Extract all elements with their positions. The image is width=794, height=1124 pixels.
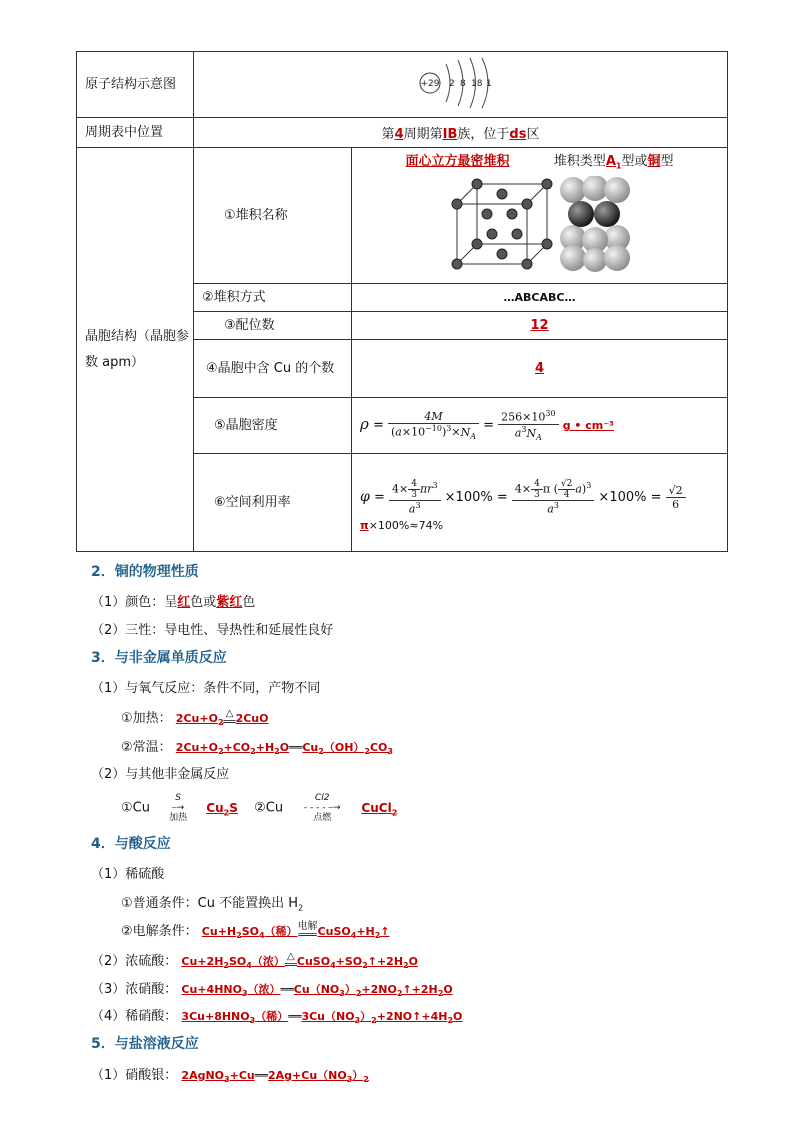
- text: 族，位于: [457, 127, 510, 142]
- stack-name: 面心立方最密堆积: [405, 154, 510, 169]
- condition-cl2: Cl2: [315, 793, 330, 803]
- condition-heat: △: [225, 708, 234, 720]
- electrolysis-line: ②电解条件： $Cu+H_2SO_4$（稀）电解 $═══CuSO_4+H_2↑$: [121, 921, 390, 942]
- text: 色或: [190, 595, 217, 610]
- period-label: 周期表中位置: [77, 118, 194, 148]
- svg-text:18: 18: [470, 78, 482, 89]
- stack-method: …ABCABC…: [352, 284, 728, 312]
- atom-structure-label: 原子结构示意图: [77, 52, 194, 118]
- condition-ignite: 点燃: [313, 813, 332, 823]
- normal-condition-line: [121, 892, 303, 913]
- group-name: IB: [442, 127, 458, 142]
- conc-nitric-line: （3）浓硝酸： $Cu+4HNO_3$（浓）$══Cu(NO_3)_2+2NO_2↑+2H_2O$: [91, 982, 453, 999]
- svg-text:+29: +29: [420, 78, 439, 89]
- close-packed-spheres-diagram: [559, 176, 631, 272]
- other-nonmetal-line: （2）与其他非金属反应: [91, 767, 230, 782]
- condition-s: S: [175, 793, 181, 803]
- atom-diagram-cell: [194, 52, 728, 118]
- room-temp-reaction-line: ②常温： $2Cu+O_2+CO_2+H_2O══Cu_2(OH)_2CO_3$: [121, 740, 393, 757]
- text: （2）浓硫酸：: [91, 954, 178, 969]
- text: 堆积类型: [553, 154, 606, 169]
- text: （1）硝酸银：: [91, 1068, 178, 1083]
- space-formula: φ = 4× $\frac{4}{3}$ $\pi r^3$ $a^3$ ×100% = 4× $\frac{4}{3}$ π ( $\frac{√2}{4}$ a)$^3$ $a^3$ ×100% = $\frac{√2}{6}$ π×100%≈74%: [352, 454, 728, 552]
- condition-electrolysis: 电解: [297, 921, 318, 933]
- table-row: [77, 52, 728, 118]
- space-result: ×100%≈74%: [368, 519, 444, 533]
- density-formula: ρ = $\frac{4M}{(a\times 10^{-10})^3\times N_A}$ = $\frac{256\times 10^{30}}{a^3N_A}$ g • cm⁻³: [352, 398, 728, 454]
- section-3-title: 3．与非金属单质反应: [91, 650, 227, 666]
- stack-name-label: ①堆积名称: [194, 148, 352, 284]
- condition-heat-text: 加热: [169, 813, 188, 823]
- stack-type: A: [605, 154, 616, 169]
- text: ①普通条件：Cu 不能置换出 H: [121, 896, 299, 911]
- count-number: 4: [534, 361, 545, 376]
- stack-name-cell: [352, 148, 728, 284]
- stack-type-sub: 1: [615, 161, 622, 171]
- space-pi: π: [360, 519, 369, 533]
- text: ①加热：: [121, 711, 172, 726]
- text: 第: [381, 127, 395, 142]
- heat-reaction-line: ①加热： $2Cu+O_2\triangle$ ══2CuO: [121, 708, 269, 729]
- oxygen-line: （1）与氧气反应：条件不同，产物不同: [91, 681, 321, 696]
- section-5-title: 5．与盐溶液反应: [91, 1036, 199, 1052]
- coord-number: 12: [530, 318, 549, 333]
- conc-sulfuric-line: （2）浓硫酸： $Cu+2H_2SO_4$（浓） △ $══CuSO_4+SO_2↑+2H_2O$: [91, 951, 418, 972]
- text: ①Cu: [121, 800, 150, 816]
- atom-structure-diagram: [416, 54, 506, 112]
- fcc-unit-cell-diagram: [447, 174, 557, 274]
- dilute-sulfuric-line: （1）稀硫酸: [91, 867, 165, 882]
- density-unit: g • cm⁻³: [562, 419, 614, 432]
- table-row: [77, 118, 728, 148]
- color-red: 红: [177, 595, 191, 610]
- density-label: ⑤晶胞密度: [194, 398, 352, 454]
- section-2-title: 2．铜的物理性质: [91, 564, 199, 580]
- coord-label: ③配位数: [194, 312, 352, 340]
- text: （3）浓硝酸：: [91, 982, 178, 997]
- cell-structure-label: 晶胞结构（晶胞参数 apm）: [77, 148, 194, 552]
- table-row: [77, 148, 728, 284]
- three-properties-line: （2）三性：导电性、导热性和延展性良好: [91, 623, 334, 638]
- text: （4）稀硝酸：: [91, 1009, 178, 1024]
- text: （1）颜色：呈: [91, 595, 178, 610]
- text: ②电解条件：: [121, 924, 198, 939]
- text: ②常温：: [121, 740, 172, 755]
- color-line: [91, 591, 255, 610]
- text: 周期第: [403, 127, 443, 142]
- text: 型: [660, 154, 674, 169]
- color-purple: 紫红: [216, 595, 243, 610]
- stack-method-label: ②堆积方式: [194, 284, 352, 312]
- text: 型或: [621, 154, 648, 169]
- text: 区: [526, 127, 540, 142]
- svg-text:2: 2: [448, 78, 455, 89]
- svg-text:1: 1: [485, 78, 492, 89]
- dilute-nitric-line: （4）稀硝酸： $3Cu+8HNO_3$（稀）$══3Cu(NO_3)_2+2NO↑+4H_2O$: [91, 1009, 463, 1026]
- text: ②Cu: [254, 800, 284, 816]
- period-value: [194, 118, 728, 148]
- text: 色: [242, 595, 256, 610]
- silver-nitrate-line: （1）硝酸银： $2AgNO_3+Cu══2Ag+Cu(NO_3)_2$: [91, 1068, 369, 1085]
- text: 2: [298, 903, 304, 913]
- zone-name: ds: [509, 127, 527, 142]
- space-label: ⑥空间利用率: [194, 454, 352, 552]
- stack-type-cu: 铜: [647, 154, 661, 169]
- cu-properties-table: [76, 51, 728, 552]
- section-4-title: 4．与酸反应: [91, 836, 171, 852]
- condition-heat: △: [287, 951, 295, 963]
- sulfur-chlorine-line: ①Cu S ⎯→ 加热 $Cu_2S$ ②Cu Cl2 - - - - ⎯→ 点燃 CuCl$_2$: [121, 793, 398, 823]
- svg-text:8: 8: [459, 78, 466, 89]
- count-label: ④晶胞中含 Cu 的个数: [194, 340, 352, 398]
- period-number: 4: [394, 127, 404, 142]
